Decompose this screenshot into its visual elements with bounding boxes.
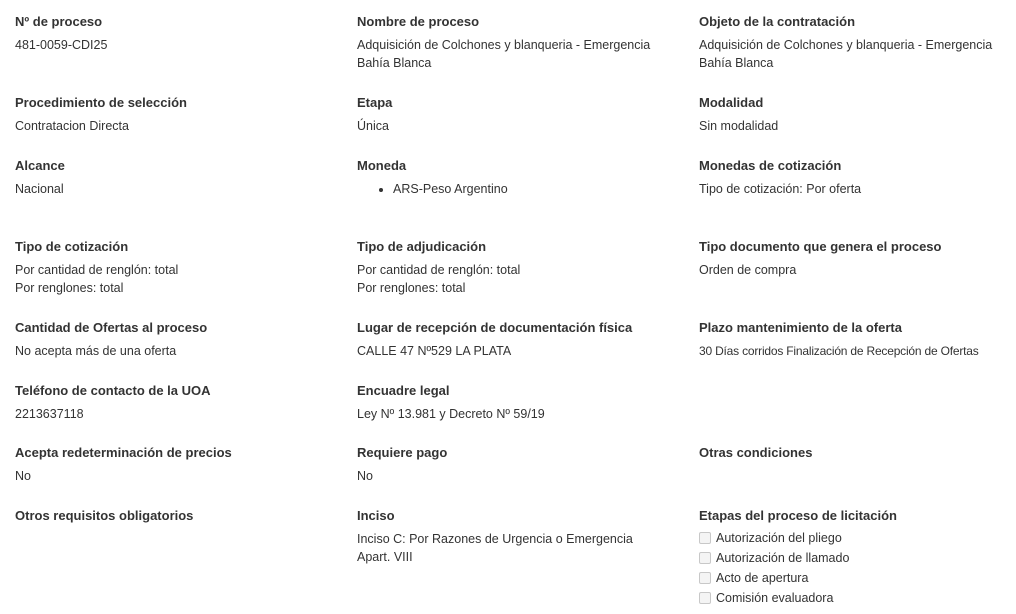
field-encuadre <box>357 383 677 423</box>
field-procedimiento <box>15 95 335 135</box>
field-monedas-cotizacion <box>699 158 1016 198</box>
label-moneda: Moneda <box>357 158 407 173</box>
value-objeto: Adquisición de Colchones y blanqueria - Emergencia Bahía Blanca <box>699 38 993 70</box>
label-tipo-cotizacion: Tipo de cotización <box>15 239 129 254</box>
etapa-acto-apertura <box>699 568 1016 588</box>
field-etapas-licitacion <box>699 508 1016 608</box>
label-redeterminacion: Acepta redeterminación de precios <box>15 445 232 460</box>
field-etapa <box>357 95 677 135</box>
field-telefono <box>15 383 335 423</box>
label-requiere-pago: Requiere pago <box>357 445 448 460</box>
value-tipo-adjudicacion: Por cantidad de renglón: total Por renglones: total <box>357 263 521 295</box>
label-nombre-proceso: Nombre de proceso <box>357 14 480 29</box>
etapa-label: Comisión evaluadora <box>716 591 834 605</box>
value-nro-proceso: 481-0059-CDI25 <box>15 38 108 52</box>
label-cantidad-ofertas: Cantidad de Ofertas al proceso <box>15 320 208 335</box>
label-telefono: Teléfono de contacto de la UOA <box>15 383 211 398</box>
value-cantidad-ofertas: No acepta más de una oferta <box>15 344 177 358</box>
value-nombre-proceso: Adquisición de Colchones y blanqueria - Emergencia Bahía Blanca <box>357 38 651 70</box>
value-modalidad: Sin modalidad <box>699 119 779 133</box>
field-tipo-documento <box>699 239 1016 279</box>
etapa-label: Acto de apertura <box>716 571 809 585</box>
field-redeterminacion <box>15 445 335 485</box>
field-objeto <box>699 14 1016 72</box>
label-etapa: Etapa <box>357 95 393 110</box>
value-monedas-cotizacion: Tipo de cotización: Por oferta <box>699 182 862 196</box>
value-plazo-mantenimiento: 30 Días corridos Finalización de Recepción de Ofertas <box>699 344 979 358</box>
label-otras-condiciones: Otras condiciones <box>699 445 813 460</box>
label-nro-proceso: Nº de proceso <box>15 14 103 29</box>
label-tipo-documento: Tipo documento que genera el proceso <box>699 239 942 254</box>
value-inciso: Inciso C: Por Razones de Urgencia o Emergencia Apart. VIII <box>357 532 633 564</box>
field-inciso <box>357 508 677 566</box>
etapa-label: Autorización de llamado <box>716 551 850 565</box>
value-tipo-cotizacion: Por cantidad de renglón: total Por renglones: total <box>15 263 179 295</box>
moneda-item: • ARS-Peso Argentino <box>393 180 677 198</box>
label-plazo-mantenimiento: Plazo mantenimiento de la oferta <box>699 320 902 335</box>
label-encuadre: Encuadre legal <box>357 383 450 398</box>
label-lugar-recepcion: Lugar de recepción de documentación física <box>357 320 633 335</box>
label-procedimiento: Procedimiento de selección <box>15 95 187 110</box>
label-objeto: Objeto de la contratación <box>699 14 856 29</box>
value-alcance: Nacional <box>15 182 64 196</box>
etapa-autorizacion-pliego <box>699 528 1016 548</box>
etapas-checklist <box>699 528 1016 608</box>
field-modalidad <box>699 95 1016 135</box>
value-etapa: Única <box>357 119 389 133</box>
checkbox-autorizacion-llamado <box>699 552 711 564</box>
checkbox-acto-apertura <box>699 572 711 584</box>
field-lugar-recepcion <box>357 320 677 360</box>
field-nombre-proceso <box>357 14 677 72</box>
checkbox-comision-evaluadora <box>699 592 711 604</box>
field-nro-proceso <box>15 14 335 54</box>
etapa-label: Autorización del pliego <box>716 531 842 545</box>
label-modalidad: Modalidad <box>699 95 764 110</box>
label-monedas-cotizacion: Monedas de cotización <box>699 158 842 173</box>
value-procedimiento: Contratacion Directa <box>15 119 129 133</box>
label-inciso: Inciso <box>357 508 395 523</box>
label-otros-requisitos: Otros requisitos obligatorios <box>15 508 194 523</box>
field-alcance <box>15 158 335 198</box>
value-lugar-recepcion: CALLE 47 Nº529 LA PLATA <box>357 344 512 358</box>
label-etapas-licitacion: Etapas del proceso de licitación <box>699 508 897 523</box>
value-encuadre: Ley Nº 13.981 y Decreto Nº 59/19 <box>357 407 545 421</box>
etapa-autorizacion-llamado <box>699 548 1016 568</box>
label-alcance: Alcance <box>15 158 65 173</box>
field-requiere-pago <box>357 445 677 485</box>
moneda-list <box>357 180 677 198</box>
etapa-comision-evaluadora <box>699 588 1016 608</box>
value-telefono: 2213637118 <box>15 407 84 421</box>
checkbox-autorizacion-pliego <box>699 532 711 544</box>
value-tipo-documento: Orden de compra <box>699 263 797 277</box>
value-redeterminacion: No <box>15 469 31 483</box>
field-tipo-adjudicacion <box>357 239 677 297</box>
label-tipo-adjudicacion: Tipo de adjudicación <box>357 239 487 254</box>
value-requiere-pago: No <box>357 469 373 483</box>
field-moneda <box>357 158 677 198</box>
field-tipo-cotizacion <box>15 239 335 297</box>
field-cantidad-ofertas <box>15 320 335 360</box>
field-otros-requisitos <box>15 508 335 530</box>
field-otras-condiciones <box>699 445 1016 467</box>
field-plazo-mantenimiento <box>699 320 1016 360</box>
